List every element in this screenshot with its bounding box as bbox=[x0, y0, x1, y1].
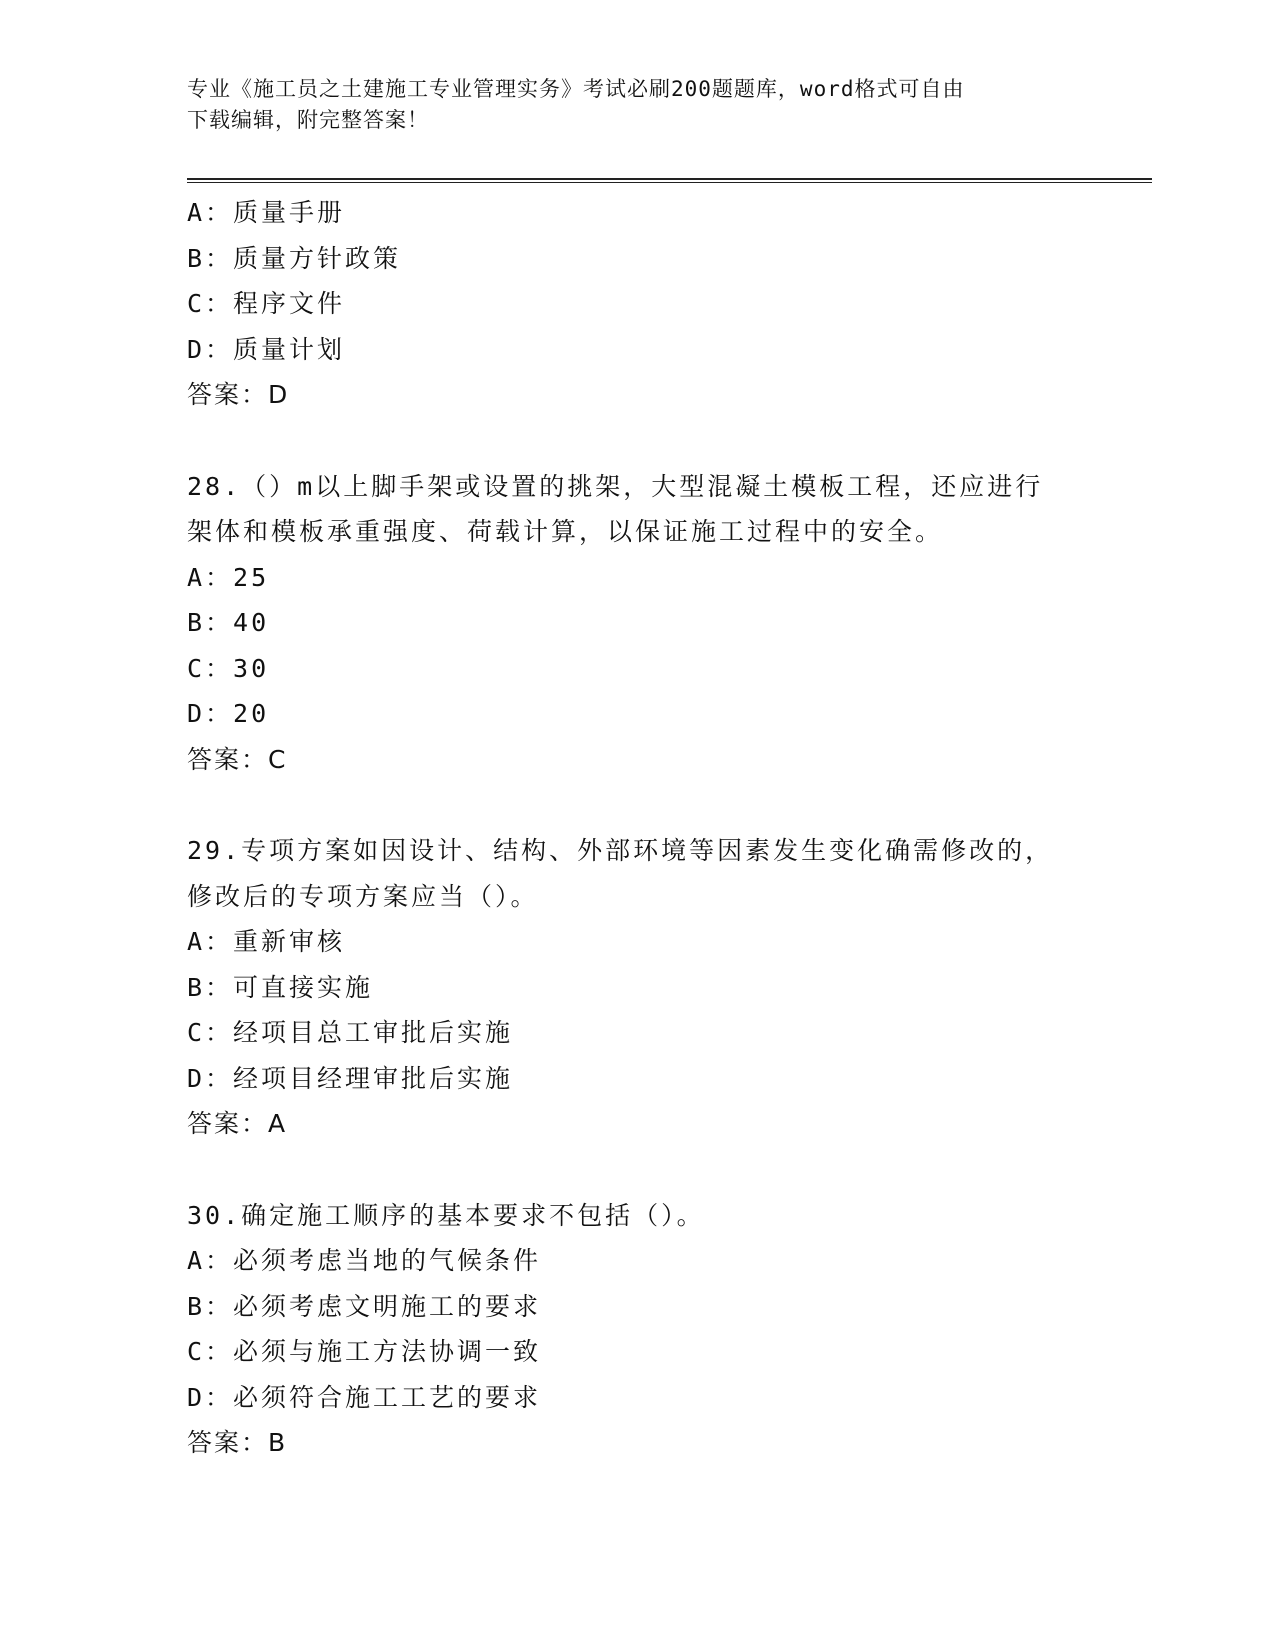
question-stem-line: 修改后的专项方案应当（）。 bbox=[187, 881, 539, 911]
answer: 答案：D bbox=[187, 380, 290, 409]
question-list bbox=[187, 190, 1087, 1466]
question-stem-line: 29.专项方案如因设计、结构、外部环境等因素发生变化确需修改的， bbox=[187, 836, 1054, 865]
option-c: C：30 bbox=[187, 653, 270, 683]
option-a: A：质量手册 bbox=[187, 198, 346, 227]
question-stem-line: 架体和模板承重强度、荷载计算，以保证施工过程中的安全。 bbox=[187, 517, 944, 546]
option-d: D：经项目经理审批后实施 bbox=[187, 1063, 514, 1093]
header-divider-thick bbox=[187, 178, 1152, 180]
header-divider-thin bbox=[187, 182, 1152, 183]
question-stem-line: 28.（）m以上脚手架或设置的挑架，大型混凝土模板工程，还应进行 bbox=[187, 471, 1044, 501]
option-c: C：程序文件 bbox=[187, 289, 346, 318]
option-a: A：必须考虑当地的气候条件 bbox=[187, 1246, 542, 1275]
header-line-2: 下载编辑，附完整答案！ bbox=[187, 108, 429, 132]
answer: 答案：C bbox=[187, 744, 288, 774]
question-29 bbox=[187, 828, 1087, 1147]
option-b: B：必须考虑文明施工的要求 bbox=[187, 1291, 542, 1321]
option-a: A：25 bbox=[187, 562, 270, 592]
answer: 答案：B bbox=[187, 1428, 288, 1457]
header-line-1: 专业《施工员之土建施工专业管理实务》考试必刷200题题库，word格式可自由 bbox=[187, 77, 965, 101]
option-c: C：经项目总工审批后实施 bbox=[187, 1018, 514, 1047]
option-c: C：必须与施工方法协调一致 bbox=[187, 1337, 542, 1366]
document-header bbox=[187, 74, 1067, 136]
question-28 bbox=[187, 464, 1087, 783]
question-30 bbox=[187, 1193, 1087, 1466]
option-b: B：可直接实施 bbox=[187, 972, 374, 1002]
question-27-tail bbox=[187, 190, 1087, 418]
answer: 答案：A bbox=[187, 1109, 288, 1138]
option-b: B：质量方针政策 bbox=[187, 243, 402, 273]
option-d: D：必须符合施工工艺的要求 bbox=[187, 1382, 542, 1412]
option-a: A：重新审核 bbox=[187, 927, 346, 956]
option-b: B：40 bbox=[187, 608, 270, 637]
option-d: D：质量计划 bbox=[187, 334, 346, 364]
option-d: D：20 bbox=[187, 699, 270, 728]
question-stem-line: 30.确定施工顺序的基本要求不包括（）。 bbox=[187, 1200, 705, 1230]
